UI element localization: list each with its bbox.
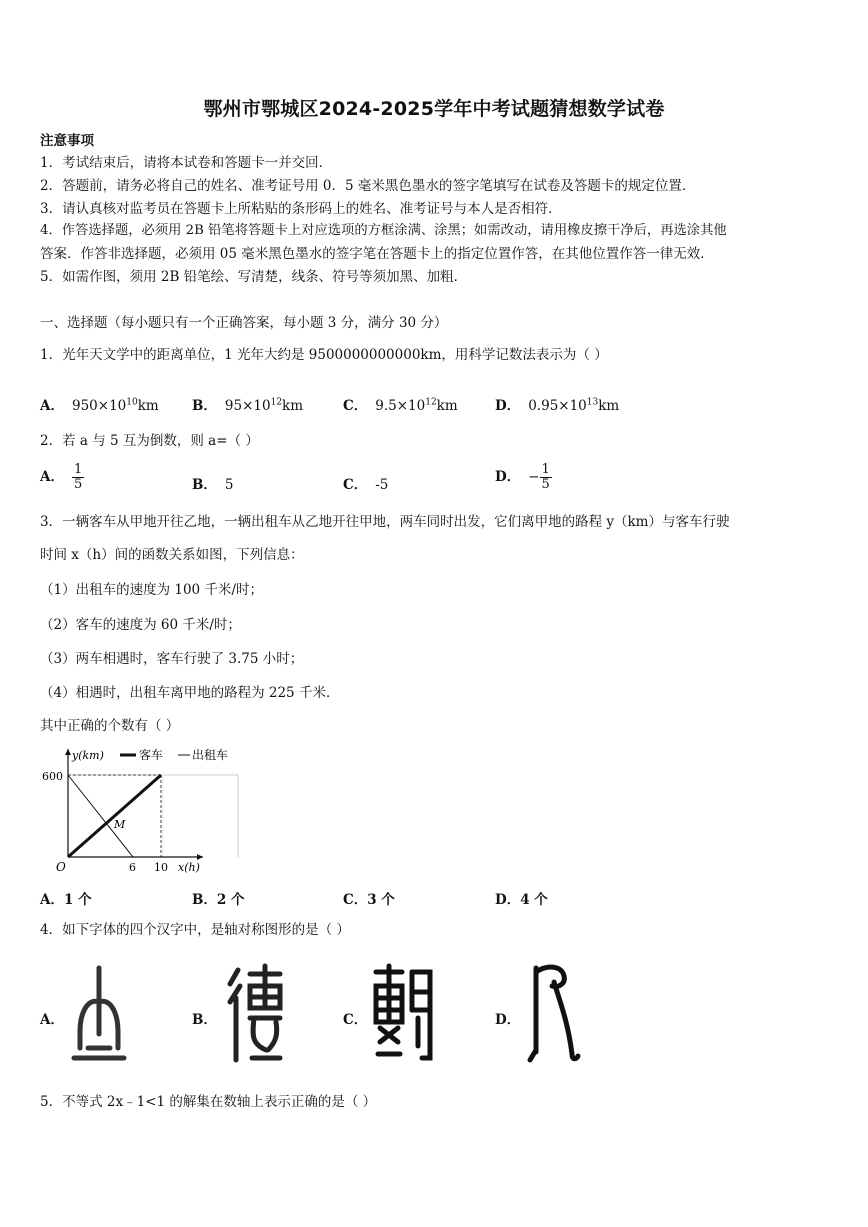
origin-label: O (56, 860, 66, 874)
fraction (540, 463, 552, 492)
notice-item-4-cont: 答案．作答非选择题，必须用 05 毫米黑色墨水的签字笔在答题卡上的指定位置作答，在其他位置作答一律无效． (40, 246, 714, 262)
q3-stem-line-2: 时间 x（h）间的函数关系如图，下列信息： (40, 547, 304, 563)
q3-option-a: A．1 个 (40, 892, 92, 908)
q3-info-2: （2）客车的速度为 60 千米/时； (40, 617, 241, 633)
option-label: C． (343, 398, 368, 414)
q3-distance-time-graph (38, 745, 248, 877)
q3-ask: 其中正确的个数有（ ） (40, 718, 180, 734)
option-label: D． (495, 469, 521, 485)
option-unit: km (282, 398, 304, 414)
q2-stem: 2．若 a 与 5 互为倒数，则 a=（ ） (40, 433, 259, 449)
q3-info-1: （1）出租车的速度为 100 千米/时； (40, 582, 263, 598)
x-axis-label: x(h) (178, 861, 200, 874)
numerator: 1 (541, 462, 550, 477)
y-axis-label: y(km) (72, 749, 104, 762)
notice-item-4: 4．作答选择题，必须用 2B 铅笔将答题卡上对应选项的方框涂满、涂黑；如需改动，请用橡皮擦干净后，再选涂其他 (40, 223, 727, 238)
option-base: 0.95×10 (528, 398, 587, 414)
option-label: C． (343, 477, 368, 493)
intersection-label: M (114, 818, 126, 831)
q2-option-b (192, 473, 234, 493)
option-label: B． (192, 398, 217, 414)
section-heading: 一、选择题（每小题只有一个正确答案，每小题 3 分，满分 30 分） (40, 315, 448, 331)
q2-option-d (495, 463, 552, 492)
option-label: B． (192, 477, 217, 493)
q1-stem: 1．光年天文学中的距离单位，1 光年大约是 9500000000000km，用科学记数法表示为（ ） (40, 347, 608, 363)
q4-option-b-label: B． (192, 1012, 217, 1028)
q4-option-c-label: C． (343, 1012, 368, 1028)
seal-glyph-b-image (222, 962, 286, 1066)
q3-option-d: D．4 个 (495, 892, 548, 908)
exam-title: 鄂州市鄂城区2024-2025学年中考试题猜想数学试卷 (203, 98, 665, 120)
q3-info-4: （4）相遇时，出租车离甲地的路程为 225 千米． (40, 685, 340, 701)
q1-option-d (495, 394, 619, 414)
option-unit: km (598, 398, 620, 414)
notice-item-2: 2．答题前，请务必将自己的姓名、准考证号用 0．5 毫米黑色墨水的签字笔填写在试卷及答题卡的规定位置． (40, 178, 696, 194)
option-unit: km (137, 398, 159, 414)
notice-item-5: 5．如需作图，须用 2B 铅笔绘、写清楚，线条、符号等须加黑、加粗． (40, 269, 468, 285)
denominator: 5 (541, 477, 550, 492)
notice-item-3: 3．请认真核对监考员在答题卡上所粘贴的条形码上的姓名、准考证号与本人是否相符． (40, 201, 562, 217)
fraction (72, 463, 84, 492)
legend-bus-label: 客车 (139, 748, 164, 762)
option-label: D． (495, 398, 521, 414)
option-exp: 12 (425, 397, 437, 408)
q4-option-a-label: A． (40, 1012, 64, 1028)
notice-heading: 注意事项 (40, 133, 94, 149)
option-unit: km (436, 398, 458, 414)
option-exp: 10 (126, 397, 138, 408)
option-base: 9.5×10 (375, 398, 426, 414)
q4-stem: 4．如下字体的四个汉字中，是轴对称图形的是（ ） (40, 922, 350, 938)
q1-option-a (40, 394, 159, 414)
x-tick-10: 10 (154, 861, 168, 874)
y-tick-600: 600 (42, 770, 63, 783)
minus-sign: − (528, 469, 540, 485)
q4-option-d-label: D． (495, 1012, 521, 1028)
option-label: A． (40, 469, 64, 485)
seal-glyph-d-image (524, 962, 584, 1066)
option-label: A． (40, 398, 64, 414)
q5-stem: 5．不等式 2x﹣1<1 的解集在数轴上表示正确的是（ ） (40, 1094, 377, 1110)
q2-option-c (343, 473, 388, 493)
seal-glyph-c-image (372, 962, 436, 1066)
option-base: 95×10 (224, 398, 271, 414)
option-exp: 13 (586, 397, 599, 408)
q3-option-c: C．3 个 (343, 892, 395, 908)
option-text: -5 (375, 477, 389, 493)
q3-stem-line-1: 3．一辆客车从甲地开往乙地，一辆出租车从乙地开往甲地，两车同时出发，它们离甲地的路程 y（km）与客车行驶 (40, 514, 730, 530)
q1-option-c (343, 394, 458, 414)
notice-item-1: 1．考试结束后，请将本试卷和答题卡一并交回． (40, 155, 333, 171)
option-exp: 12 (270, 397, 283, 408)
option-base: 950×10 (71, 398, 127, 414)
q1-option-b (192, 394, 303, 414)
q2-option-a (40, 463, 84, 492)
seal-glyph-a-image (68, 962, 130, 1066)
x-tick-6: 6 (129, 861, 136, 874)
numerator: 1 (73, 462, 83, 477)
q3-option-b: B．2 个 (192, 892, 245, 908)
option-text: 5 (224, 477, 234, 493)
q3-info-3: （3）两车相遇时，客车行驶了 3.75 小时； (40, 651, 304, 667)
denominator: 5 (73, 477, 83, 492)
legend-taxi-label: 出租车 (192, 748, 229, 762)
